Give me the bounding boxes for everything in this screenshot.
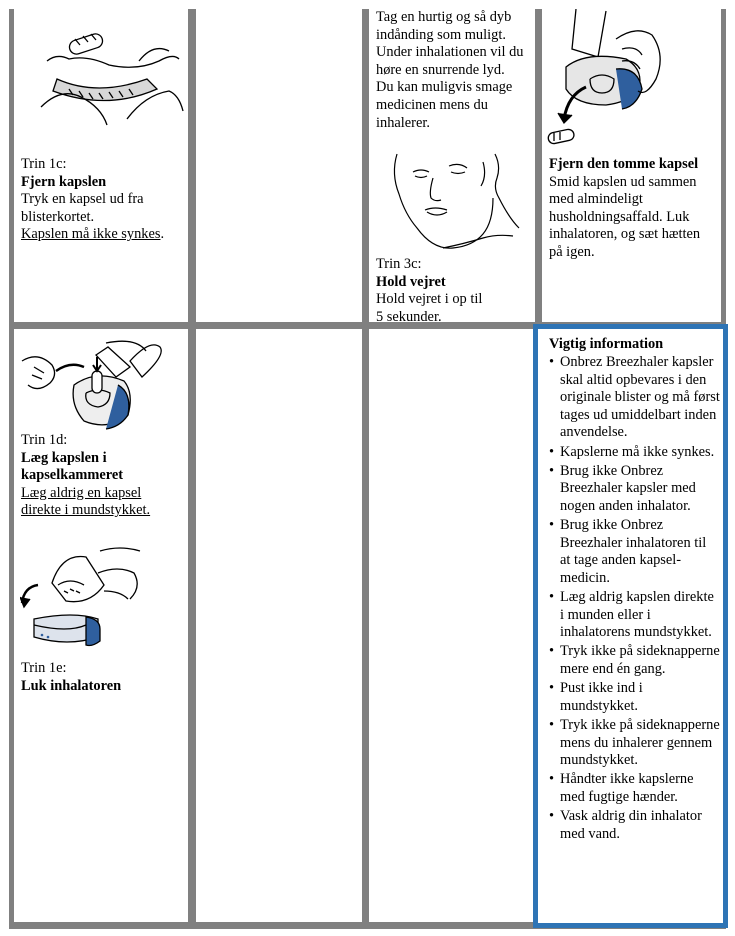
remove-capsule-line-3: husholdningsaffald. Luk bbox=[549, 208, 690, 225]
info-item: • Kapslerne må ikke synkes. bbox=[560, 444, 720, 462]
info-item: • Håndter ikke kapslerne med fugtige hænder. bbox=[560, 771, 720, 806]
step-1d-title-line-1: Læg kapslen i bbox=[21, 449, 107, 466]
step-1d-number: Trin 1d: bbox=[21, 432, 68, 448]
step-1d-warning-line-2: direkte i mundstykket. bbox=[21, 502, 151, 519]
info-item: • Læg aldrig kapslen direkte i munden eller i inhalatorens mundstykket. bbox=[560, 589, 720, 642]
remove-capsule-title: Fjern den tomme kapsel bbox=[549, 156, 699, 172]
step-3c-number: Trin 3c: bbox=[376, 256, 422, 272]
remove-capsule-line-5: på igen. bbox=[549, 243, 595, 260]
step-1d-warning-line-1: Læg aldrig en kapsel bbox=[21, 484, 142, 501]
step-3c-body-line-2: 5 sekunder. bbox=[376, 308, 442, 322]
remove-capsule-line-4: inhalatoren, og sæt hætten bbox=[549, 226, 701, 243]
info-item: • Tryk ikke på sideknapperne mere end én gang. bbox=[560, 643, 720, 678]
info-item: • Pust ikke ind i mundstykket. bbox=[560, 680, 720, 715]
cell-empty-1 bbox=[196, 9, 362, 322]
info-item: • Vask aldrig din inhalator med vand. bbox=[560, 808, 720, 843]
step-1c-number: Trin 1c: bbox=[21, 156, 67, 172]
important-information-title: Vigtig information bbox=[549, 336, 664, 352]
info-item: • Tryk ikke på sideknapperne mens du inhalerer gennem mundstykket. bbox=[560, 717, 720, 770]
step-3c-body-line-1: Hold vejret i op til bbox=[376, 291, 483, 308]
cell-step-1c bbox=[14, 9, 188, 322]
cell-step-3c bbox=[369, 9, 535, 322]
remove-capsule-line-2: med almindeligt bbox=[549, 191, 643, 208]
capsule-blister-illustration bbox=[39, 21, 188, 131]
remove-capsule-illustration bbox=[546, 9, 666, 151]
step-1d-title-line-2: kapselkammeret bbox=[21, 467, 124, 484]
step-1c-title: Fjern kapslen bbox=[21, 173, 107, 190]
info-item: • Brug ikke Onbrez Breezhaler inhalatoren til at tage anden kapsel-medicin. bbox=[560, 517, 720, 587]
step-1e-title: Luk inhalatoren bbox=[21, 677, 122, 694]
step-3c-intro-line-7: inhalerer. bbox=[376, 114, 430, 131]
step-3c-intro-line-6: medicinen mens du bbox=[376, 96, 488, 113]
important-information-list bbox=[538, 354, 720, 845]
step-3c-title: Hold vejret bbox=[376, 273, 446, 290]
info-item: • Brug ikke Onbrez Breezhaler kapsler med nogen anden inhalator. bbox=[560, 463, 720, 516]
step-1c-body-line-1: Tryk en kapsel ud fra bbox=[21, 191, 144, 208]
cell-remove-capsule bbox=[542, 9, 721, 322]
step-3c-intro-line-2: indånding som muligt. bbox=[376, 26, 506, 43]
cell-empty-2 bbox=[196, 329, 362, 922]
info-item: • Onbrez Breezhaler kapsler skal altid opbevares i den originale blister og må først tages ud umiddelbart inden anvendelse. bbox=[560, 354, 720, 442]
cell-empty-3 bbox=[369, 329, 535, 922]
remove-capsule-line-1: Smid kapslen ud sammen bbox=[549, 173, 697, 190]
step-1e-number: Trin 1e: bbox=[21, 660, 67, 676]
step-1c-warning: Kapslen må ikke synkes bbox=[21, 226, 161, 243]
step-3c-intro-line-5: Du kan muligvis smage bbox=[376, 79, 513, 96]
face-breath-hold-illustration bbox=[383, 152, 523, 252]
insert-capsule-illustration bbox=[20, 331, 170, 439]
step-3c-intro-line-3: Under inhalationen vil du bbox=[376, 44, 524, 61]
important-information-box bbox=[533, 324, 728, 928]
step-1c-warning-end: . bbox=[160, 226, 165, 243]
step-3c-intro-line-4: høre en snurrende lyd. bbox=[376, 61, 505, 78]
close-inhaler-illustration bbox=[20, 543, 144, 653]
step-3c-intro-line-1: Tag en hurtig og så dyb bbox=[376, 9, 512, 25]
cell-step-1d-1e bbox=[14, 329, 188, 922]
step-1c-body-line-2: blisterkortet. bbox=[21, 208, 95, 225]
